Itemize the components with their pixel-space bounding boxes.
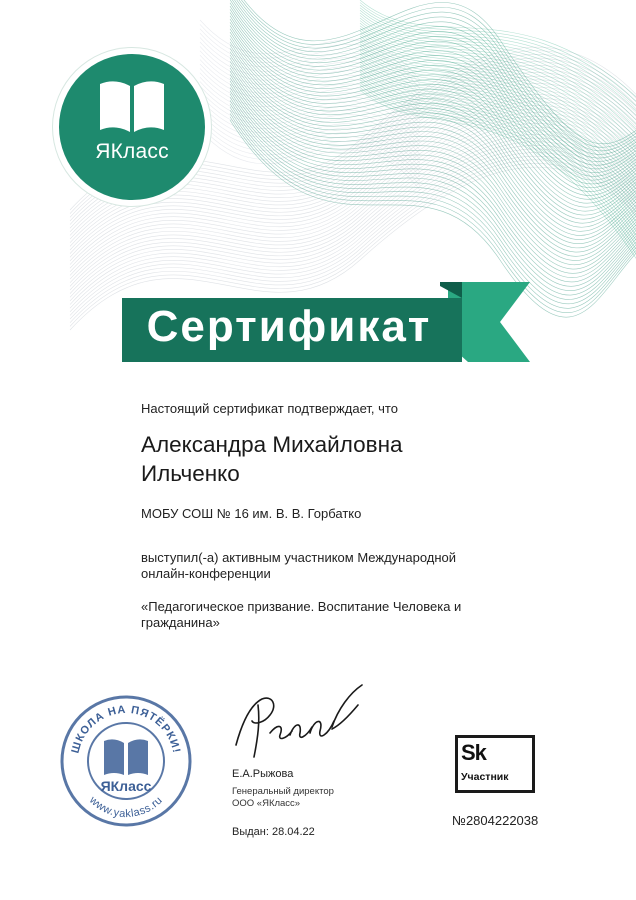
issue-date: Выдан: 28.04.22 bbox=[232, 826, 315, 838]
conference-line1: «Педагогическое призвание. Воспитание Человека и bbox=[141, 599, 462, 614]
participation-text bbox=[141, 550, 521, 582]
recipient-name bbox=[141, 430, 501, 488]
school-name: МОБУ СОШ № 16 им. В. В. Горбатко bbox=[141, 506, 362, 521]
signer-title-line1: Генеральный директор bbox=[232, 786, 334, 797]
participation-line1: выступил(-а) активным участником Международной bbox=[141, 550, 457, 565]
signer-name: Е.А.Рыжова bbox=[232, 768, 294, 780]
svg-text:www.yaklass.ru bbox=[86, 794, 165, 821]
conference-line2: гражданина» bbox=[141, 615, 220, 630]
skolkovo-logo: Sk bbox=[461, 740, 486, 765]
stamp-center-text: ЯКласс bbox=[100, 778, 152, 794]
signer-title bbox=[232, 786, 392, 810]
skolkovo-participant-badge bbox=[455, 735, 535, 793]
yaklass-logo bbox=[53, 48, 211, 206]
book-icon bbox=[97, 78, 167, 134]
signature bbox=[228, 675, 378, 767]
stamp-book-icon bbox=[104, 739, 148, 775]
stamp-top-text: ШКОЛА НА ПЯТЁРКИ! bbox=[69, 703, 183, 755]
recipient-name-line2: Ильченко bbox=[141, 461, 240, 486]
skolkovo-label: Участник bbox=[461, 771, 509, 783]
certificate-number: №2804222038 bbox=[452, 813, 539, 828]
intro-text: Настоящий сертификат подтверждает, что bbox=[141, 401, 398, 416]
conference-title bbox=[141, 599, 521, 631]
yaklass-stamp bbox=[58, 693, 194, 829]
certificate-title: Сертификат bbox=[146, 302, 432, 351]
stamp-bottom-text: www.yaklass.ru bbox=[86, 794, 166, 821]
participation-line2: онлайн-конференции bbox=[141, 566, 271, 581]
signer-title-line2: ООО «ЯКласс» bbox=[232, 798, 301, 809]
logo-text: ЯКласс bbox=[95, 140, 169, 163]
recipient-name-line1: Александра Михайловна bbox=[141, 432, 403, 457]
